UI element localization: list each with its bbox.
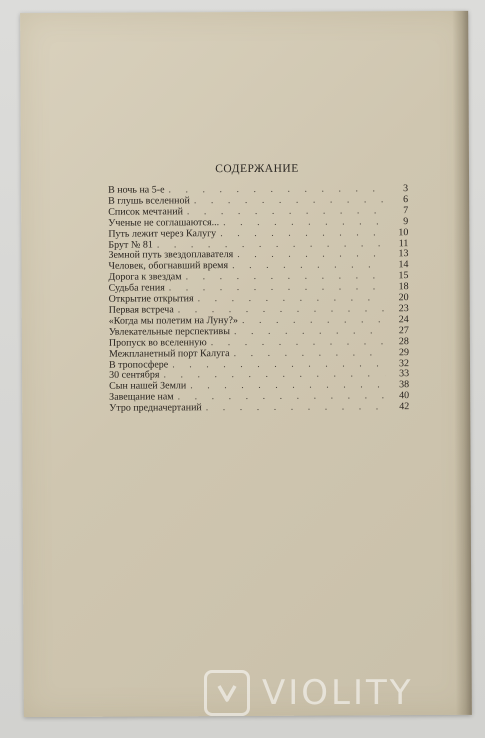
toc-entry-title: Сын нашей Земли xyxy=(109,380,187,393)
toc-leader-dots xyxy=(206,402,386,414)
toc-leader-dots xyxy=(232,261,384,273)
toc-entry-title: Список мечтаний xyxy=(108,206,183,218)
page-spine-shadow xyxy=(452,11,472,715)
violity-logo-icon xyxy=(204,670,250,716)
toc-entry-title: Межпланетный порт Калуга xyxy=(108,347,230,360)
toc-leader-dots xyxy=(220,228,384,240)
toc-entry-page: 14 xyxy=(398,259,409,271)
toc-list xyxy=(108,184,409,415)
toc-entry-page: 3 xyxy=(403,183,409,195)
violity-logo-mark-icon xyxy=(214,680,240,706)
toc-entry-title: Путь лежит через Калугу xyxy=(108,227,217,240)
toc-leader-dots xyxy=(242,315,385,327)
toc-entry-page: 23 xyxy=(398,303,409,315)
toc-entry-title: В глушь вселенной xyxy=(108,195,190,207)
watermark-text: VIOLITY xyxy=(262,673,414,713)
toc-leader-dots xyxy=(237,250,384,262)
toc-entry-page: 40 xyxy=(399,390,410,402)
toc-entry xyxy=(109,402,409,414)
toc-entry-title: Увлекательные перспективы xyxy=(108,325,230,338)
toc-leader-dots xyxy=(223,217,384,229)
toc-entry-title: 30 сентября xyxy=(109,369,160,382)
book-page xyxy=(20,11,472,717)
toc-entry-page: 15 xyxy=(398,270,409,282)
toc-entry-title: Судьба гения xyxy=(108,282,165,294)
toc-entry-page: 29 xyxy=(398,346,409,358)
toc-entry-page: 28 xyxy=(398,335,409,347)
toc-entry-title: В ночь на 5-е xyxy=(108,184,165,196)
toc-entry-page: 11 xyxy=(398,237,409,249)
toc-entry-title: Брут № 81 xyxy=(108,239,153,251)
toc-entry-page: 18 xyxy=(398,281,409,293)
toc-entry-page: 13 xyxy=(398,248,409,260)
toc-title: СОДЕРЖАНИЕ xyxy=(215,162,299,176)
toc-entry-title: «Когда мы полетим на Луну?» xyxy=(108,314,238,327)
toc-entry-page: 10 xyxy=(398,226,409,238)
toc-entry-page: 38 xyxy=(399,379,410,391)
toc-entry-title: Человек, обогнавший время xyxy=(108,260,229,273)
toc-entry-title: Ученые не соглашаются... xyxy=(108,216,220,229)
toc-entry-page: 32 xyxy=(398,357,410,369)
toc-entry-title: Земной путь звездоплавателя xyxy=(108,249,234,262)
toc-entry-title: Первая встреча xyxy=(108,304,174,316)
toc-entry-page: 9 xyxy=(403,215,409,227)
watermark xyxy=(204,668,414,718)
toc-entry-title: Дорога к звездам xyxy=(108,271,182,283)
toc-entry-title: Пропуск во вселенную xyxy=(108,336,207,349)
toc-entry-page: 42 xyxy=(399,401,410,413)
toc-entry-title: Утро предначертаний xyxy=(109,402,202,414)
toc-entry-page: 20 xyxy=(398,292,409,304)
toc-leader-dots xyxy=(234,348,385,360)
toc-entry-title: Открытие открытия xyxy=(108,293,194,305)
toc-entry-title: В тропосфере xyxy=(108,358,169,371)
toc-entry-page: 6 xyxy=(403,194,409,206)
toc-entry-page: 7 xyxy=(403,204,409,216)
toc-entry-page: 24 xyxy=(398,314,409,326)
toc-entry-page: 27 xyxy=(398,324,409,336)
toc-leader-dots xyxy=(234,326,385,338)
toc-entry-title: Завещание нам xyxy=(109,391,174,403)
toc-entry-page: 33 xyxy=(399,368,410,380)
